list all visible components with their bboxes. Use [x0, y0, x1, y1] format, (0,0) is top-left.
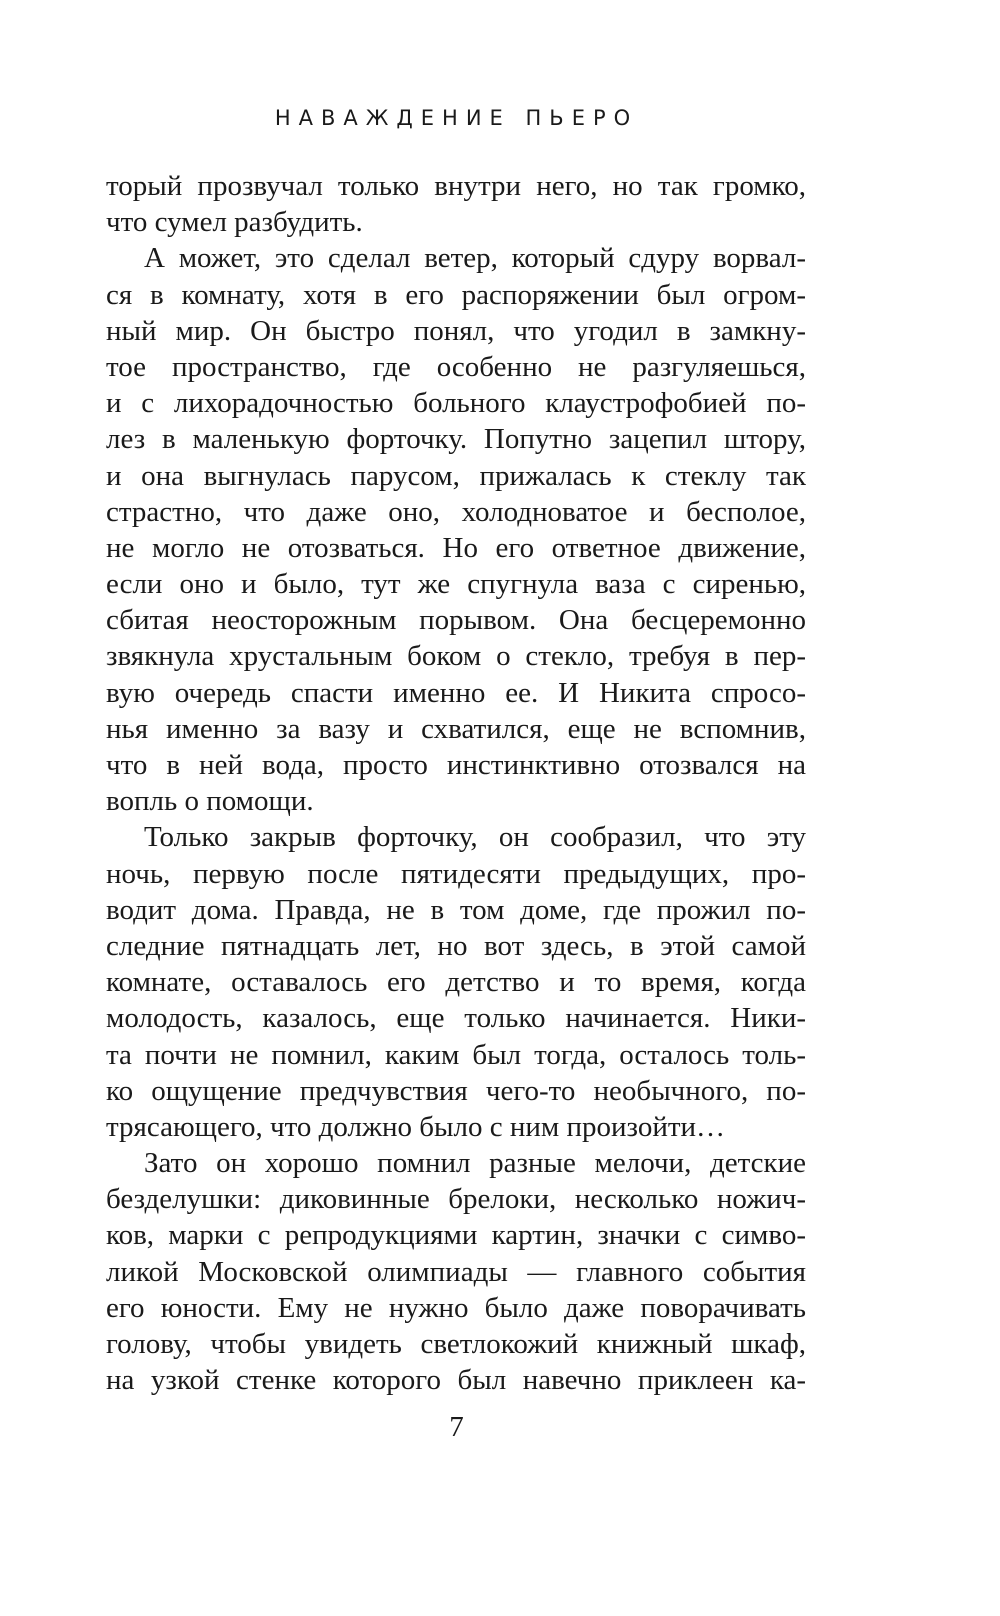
text-line: комнате, оставалось его детство и то время, когда	[106, 966, 806, 999]
text-line: страстно, что даже оно, холодноватое и бесполое,	[106, 495, 806, 528]
text-line: А может, это сделал ветер, который сдуру ворвал-	[144, 242, 806, 275]
text-line: что сумел разбудить.	[106, 206, 363, 239]
text-line: не могло не отозваться. Но его ответное движение,	[106, 531, 806, 564]
text-line: и она выгнулась парусом, прижалась к стеклу так	[106, 459, 806, 492]
text-line: ный мир. Он быстро понял, что угодил в замкну-	[106, 314, 806, 347]
text-line: та почти не помнил, каким был тогда, осталось толь-	[106, 1038, 806, 1071]
text-line: Только закрыв форточку, он сообразил, что эту	[144, 821, 806, 854]
body-text	[106, 168, 806, 1398]
text-line: нья именно за вазу и схватился, еще не вспомнив,	[106, 712, 806, 745]
text-line: ко ощущение предчувствия чего-то необычного, по-	[106, 1074, 806, 1107]
text-line: ков, марки с репродукциями картин, значки с симво-	[106, 1219, 806, 1252]
text-line: если оно и было, тут же спугнула ваза с сиренью,	[106, 568, 806, 601]
text-line: безделушки: диковинные брелоки, несколько ножич-	[106, 1183, 806, 1216]
page-number: 7	[449, 1411, 464, 1443]
text-line: вую очередь спасти именно ее. И Никита спросо-	[106, 676, 806, 709]
text-line: трясающего, что должно было с ним произойти…	[106, 1110, 726, 1143]
text-line: на узкой стенке которого был навечно приклеен ка-	[106, 1364, 806, 1397]
running-title: НАВАЖДЕНИЕ ПЬЕРО	[274, 106, 639, 130]
text-line: голову, чтобы увидеть светлокожий книжный шкаф,	[106, 1328, 806, 1360]
text-line: вопль о помощи.	[106, 785, 314, 818]
text-line: что в ней вода, просто инстинктивно отозвался на	[106, 749, 806, 781]
text-line: тое пространство, где особенно не разгуляешься,	[106, 350, 806, 383]
text-line: ся в комнату, хотя в его распоряжении был огром-	[106, 278, 806, 311]
text-line: его юности. Ему не нужно было даже поворачивать	[106, 1291, 806, 1324]
text-line: лез в маленькую форточку. Попутно зацепил штору,	[106, 423, 806, 456]
text-line: водит дома. Правда, не в том доме, где прожил по-	[106, 893, 806, 926]
text-line: звякнула хрустальным боком о стекло, требуя в пер-	[106, 640, 806, 673]
text-line: следние пятнадцать лет, но вот здесь, в этой самой	[106, 929, 806, 962]
text-line: сбитая неосторожным порывом. Она бесцеремонно	[106, 604, 806, 637]
text-line: молодость, казалось, еще только начинается. Ники-	[106, 1002, 806, 1035]
text-line: Зато он хорошо помнил разные мелочи, детские	[144, 1147, 806, 1180]
text-line: ликой Московской олимпиады — главного события	[106, 1255, 806, 1288]
text-line: и с лихорадочностью больного клаустрофобией по-	[106, 387, 806, 420]
text-line: ночь, первую после пятидесяти предыдущих, про-	[106, 857, 806, 890]
text-line: торый прозвучал только внутри него, но так громко,	[106, 170, 806, 202]
